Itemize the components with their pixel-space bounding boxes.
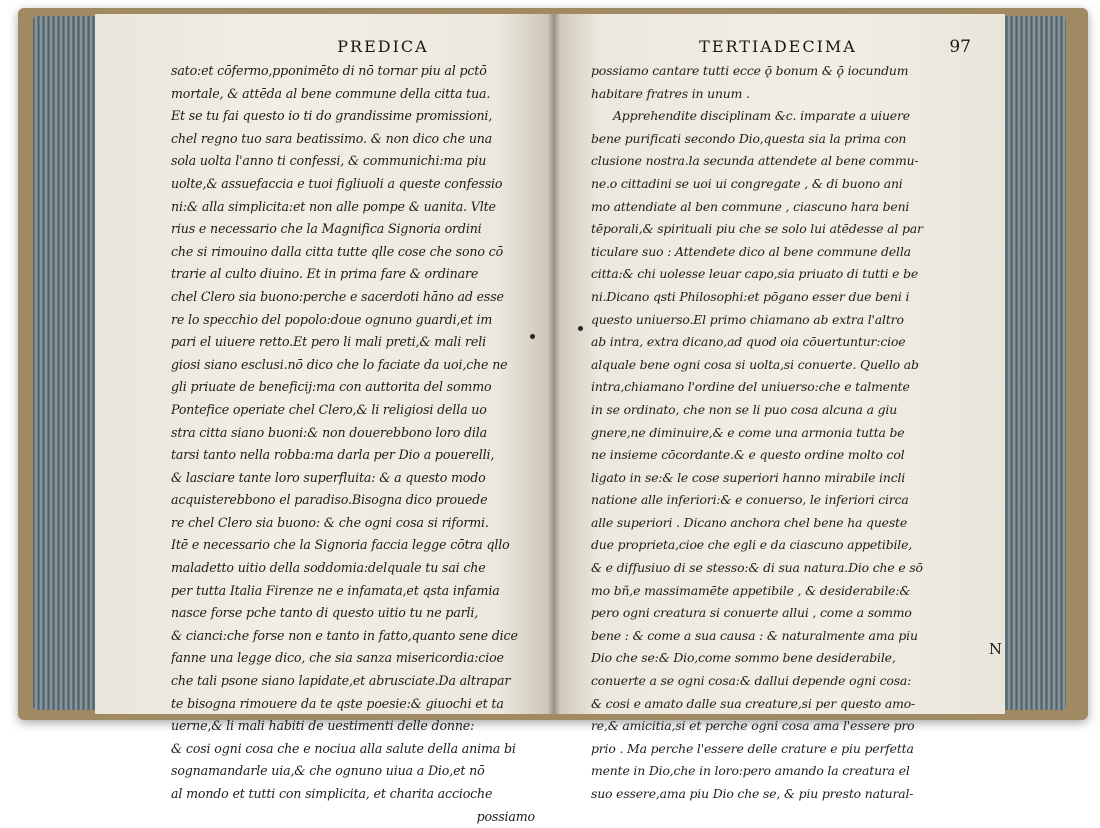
text-line: possiamo cantare tutti ecce ǭ bonum & ǭ iocundum: [591, 63, 909, 78]
book-gutter: [548, 14, 560, 714]
text-line: mo bñ,e massimamēte appetibile , & desiderabile:&: [591, 582, 911, 598]
running-head-title: TERTIADECIMA: [699, 37, 857, 56]
text-line: te bisogna rimouere da te qste poesie:& giuochi et ta: [171, 695, 504, 711]
left-text-block: [171, 60, 535, 828]
text-line: ne insieme cōcordante.& e questo ordine molto col: [591, 447, 905, 463]
text-line: gnere,ne diminuire,& e come una armonia tutta be: [591, 424, 905, 440]
text-line: uolte,& assuefaccia e tuoi figliuoli a queste confessio: [171, 175, 503, 191]
text-line: per tutta Italia Firenze ne e infamata,et qsta infamia: [171, 582, 500, 598]
binding-hole-right: [578, 326, 583, 331]
text-line: tēporali,& spirituali piu che se solo lui atēdesse al par: [591, 221, 923, 237]
text-line: sola uolta l'anno ti confessi, & communichi:ma piu: [171, 153, 487, 169]
signature-mark: N: [988, 640, 1002, 658]
text-line: al mondo et tutti con simplicita, et charita accioche: [171, 786, 493, 801]
text-line: Itē e necessario che la Signoria faccia legge cōtra qllo: [171, 537, 510, 553]
text-line: trarie al culto diuino. Et in prima fare & ordinare: [171, 266, 479, 282]
text-line: tarsi tanto nella robba:ma darla per Dio a pouerelli,: [171, 447, 495, 463]
text-line: Et se tu fai questo io ti do grandissime promissioni,: [171, 108, 493, 124]
text-line: alle superiori . Dicano anchora chel bene ha queste: [591, 514, 908, 530]
text-line: nasce forse pche tanto di questo uitio tu ne parli,: [171, 605, 479, 621]
text-line: bene : & come a sua causa : & naturalmente ama piu: [591, 627, 918, 643]
text-line: uerne,& li mali habiti de uestimenti delle donne:: [171, 718, 475, 734]
text-line: due proprieta,cioe che egli e da ciascuno appetibile,: [591, 537, 913, 553]
text-line: & e diffusiuo di se stesso:& di sua natura.Dio che e sō: [591, 560, 923, 576]
text-line: ticulare suo : Attendete dico al bene commune della: [591, 243, 911, 259]
text-line: acquisterebbono el paradiso.Bisogna dico prouede: [171, 492, 488, 508]
text-line: & cosi e amato dalle sua creature,si per questo amo-: [591, 695, 916, 711]
text-line: maladetto uitio della soddomia:delquale tu sai che: [171, 560, 486, 576]
right-page: [553, 14, 1005, 801]
text-line: intra,chiamano l'ordine del uniuerso:che e talmente: [591, 379, 910, 395]
text-line: chel regno tuo sara beatissimo. & non dico che una: [171, 130, 493, 146]
text-line: conuerte a se ogni cosa:& dallui depende ogni cosa:: [591, 673, 912, 689]
text-line: possiamo: [476, 808, 535, 824]
page-edges-right: [1002, 16, 1066, 710]
text-line: re,& amicitia,si et perche ogni cosa ama l'essere pro: [591, 718, 915, 734]
text-line: bene purificati secondo Dio,questa sia la prima con: [591, 130, 907, 146]
text-line: re chel Clero sia buono: & che ogni cosa si riformi.: [171, 514, 489, 530]
text-line: & lasciare tante loro superfluita: & a questo modo: [171, 469, 486, 485]
text-line: Pontefice operiate chel Clero,& li religiosi della uo: [171, 401, 487, 417]
text-line: & cianci:che forse non e tanto in fatto,quanto sene dice: [171, 627, 518, 643]
page-edges-left: [33, 16, 99, 710]
text-line: giosi siano esclusi.nō dico che lo faciate da uoi,che ne: [171, 356, 508, 372]
text-line: sato:et cōfermo,pponimēto di nō tornar piu al pctō: [171, 63, 487, 78]
text-line: & cosi ogni cosa che e nociua alla salute della anima bi: [171, 740, 516, 756]
text-line: natione alle inferiori:& e conuerso, le inferiori circa: [591, 492, 909, 508]
text-line: in se ordinato, che non se li puo cosa alcuna a giu: [591, 401, 898, 417]
text-line: suo essere,ama piu Dio che se, & piu presto natural-: [591, 786, 914, 801]
text-line: alquale bene ogni cosa si uolta,si conuerte. Quello ab: [591, 356, 919, 372]
text-line: ab intra, extra dicano,ad quod oia cōuertuntur:cioe: [591, 334, 906, 350]
left-page: [95, 14, 553, 824]
text-line: ni.Dicano qsti Philosophi:et pōgano esser due beni i: [591, 288, 910, 304]
text-line: chel Clero sia buono:perche e sacerdoti hāno ad esse: [171, 288, 504, 304]
text-line: mortale, & attēda al bene commune della citta tua.: [171, 85, 491, 101]
text-line: pari el uiuere retto.Et pero li mali preti,& mali reli: [171, 334, 486, 350]
text-line: prio . Ma perche l'essere delle crature e piu perfetta: [591, 740, 914, 756]
text-line: che si rimouino dalla citta tutte qlle cose che sono cō: [171, 243, 503, 259]
text-line: clusione nostra.la secunda attendete al bene commu-: [591, 153, 919, 169]
text-line: Apprehendite disciplinam &c. imparate a uiuere: [613, 108, 910, 124]
text-line: questo uniuerso.El primo chiamano ab extra l'altro: [591, 311, 904, 327]
text-line: stra citta siano buoni:& non douerebbono loro dila: [171, 424, 488, 440]
binding-hole-left: [530, 334, 535, 339]
text-line: ni:& alla simplicita:et non alle pompe & uanita. Vlte: [171, 198, 496, 214]
text-line: che tali psone siano lapidate,et abrusciate.Da altrapar: [171, 673, 511, 689]
text-line: rius e necessario che la Magnifica Signoria ordini: [171, 221, 482, 237]
text-line: ne.o cittadini se uoi ui congregate , & di buono ani: [591, 175, 903, 191]
text-line: re lo specchio del popolo:doue ognuno guardi,et im: [171, 311, 493, 327]
text-line: mo attendiate al ben commune , ciascuno hara beni: [591, 198, 910, 214]
text-line: sognamandarle uia,& che ognuno uiua a Dio,et nō: [171, 763, 485, 779]
text-line: habitare fratres in unum .: [591, 85, 750, 101]
text-line: ligato in se:& le cose superiori hanno mirabile incli: [591, 469, 906, 485]
text-line: fanne una legge dico, che sia sanza misericordia:cioe: [171, 650, 504, 666]
text-line: citta:& chi uolesse leuar capo,sia priuato di tutti e be: [591, 266, 919, 282]
text-line: Dio che se:& Dio,come sommo bene desiderabile,: [591, 650, 896, 666]
running-head-right: [591, 36, 971, 58]
text-line: gli priuate de beneficij:ma con auttorita del sommo: [171, 379, 492, 395]
right-text-block: [591, 60, 965, 806]
text-line: pero ogni creatura si conuerte allui , come a sommo: [591, 605, 912, 621]
text-line: mente in Dio,che in loro:pero amando la creatura el: [591, 763, 910, 779]
page-number: 97: [949, 37, 971, 57]
running-head-left: PREDICA: [337, 37, 429, 56]
